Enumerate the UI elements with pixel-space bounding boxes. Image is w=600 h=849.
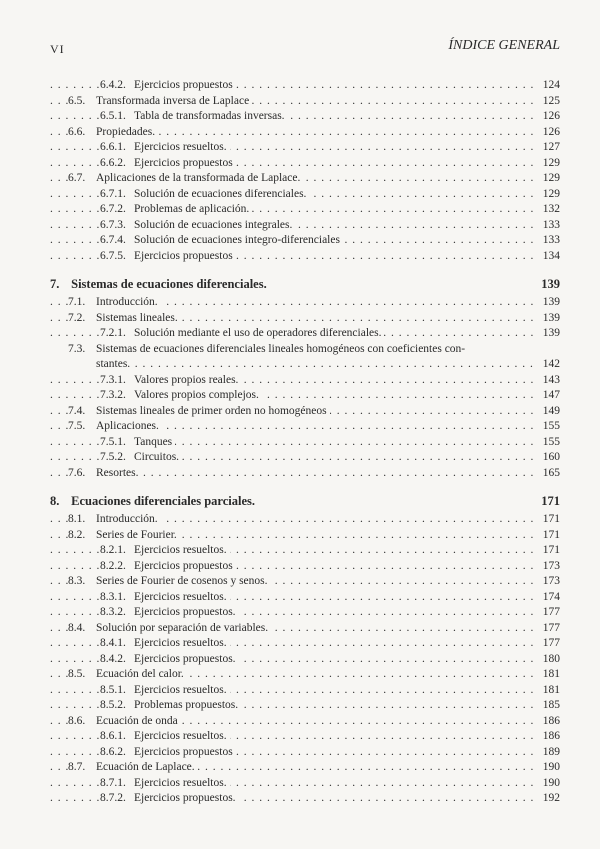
entry-title: Ejercicios resueltos. [134,544,227,556]
chapter-7-heading [50,276,560,293]
toc-entry [50,202,560,218]
entry-number: 6.6.2. [100,156,126,169]
chapter-title: Sistemas de ecuaciones diferenciales. [71,277,267,291]
entry-title: Propiedades. [96,125,156,138]
toc-entry [50,667,560,683]
entry-number: 7.3. [68,342,86,355]
entry-page: 171 [542,544,560,556]
entry-number: 8.7.1. [100,776,126,789]
entry-number: 8.2. [68,528,86,541]
entry-title: Solución de ecuaciones integrales. [134,218,293,231]
entry-title: Ejercicios propuestos [134,156,233,169]
entry-page: 147 [542,389,560,401]
entry-title: Circuitos. [134,451,180,463]
toc-entry [50,574,560,590]
toc-section-7a [50,295,560,342]
entry-page: 129 [542,156,560,169]
entry-page: 129 [542,172,560,184]
entry-number: 6.7.1. [100,187,126,200]
entry-title: Ejercicios propuestos. [134,606,236,618]
toc-entry [50,295,560,311]
entry-page: 181 [542,683,560,696]
entry-number: 6.6. [68,125,86,138]
entry-title: Tanques [134,435,173,448]
table-of-contents [50,78,560,807]
entry-title: Ejercicios propuestos. [134,792,236,804]
entry-page: 177 [542,606,560,618]
entry-number: 6.4.2. [100,79,126,91]
entry-title: Solución mediante el uso de operadores diferenciales. [134,327,382,339]
entry-page: 185 [542,699,560,711]
toc-entry [50,311,560,327]
entry-page: 181 [542,668,560,680]
entry-title: Series de Fourier de cosenos y senos. [96,575,268,587]
page-header [50,38,560,58]
entry-page: 134 [542,249,560,262]
entry-title: Ecuación de Laplace. [96,761,195,773]
entry-title: Valores propios reales. [134,373,239,386]
entry-title: Sistemas lineales. [96,311,178,324]
toc-section-7b [50,373,560,482]
entry-title: Resortes. [96,466,139,479]
entry-page: 155 [542,420,560,432]
entry-page: 155 [542,435,560,448]
toc-entry [50,404,560,420]
entry-title: Ejercicios propuestos [134,79,233,91]
entry-page: 132 [542,203,560,215]
entry-title: Ejercicios propuestos [134,249,233,262]
toc-entry [50,543,560,559]
toc-entry [50,698,560,714]
toc-entry [50,171,560,187]
entry-page: 124 [542,79,560,91]
entry-title: Ejercicios resueltos. [134,683,227,696]
entry-title: Ejercicios propuestos [134,745,233,758]
entry-page: 165 [542,466,560,479]
entry-title-line1: Sistemas de ecuaciones diferenciales lineales homogéneos con coeficientes con- [96,342,466,355]
toc-entry [50,590,560,606]
entry-title: Aplicaciones de la transformada de Laplace. [96,172,301,184]
entry-title: Ejercicios propuestos. [134,652,236,665]
entry-page: 160 [542,451,560,463]
entry-title: Aplicaciones. [96,420,159,432]
entry-page: 129 [542,187,560,200]
entry-title: Solución por separación de variables. [96,621,269,634]
entry-number: 8.3. [68,575,86,587]
toc-entry [50,435,560,451]
entry-number: 6.6.1. [100,141,126,153]
entry-title: Introducción. [96,513,158,525]
entry-title: Transformada inversa de Laplace [96,94,250,107]
toc-entry [50,450,560,466]
entry-page: 192 [542,792,560,804]
entry-number: 6.7. [68,172,86,184]
toc-entry [50,729,560,745]
toc-entry [50,745,560,761]
entry-title: Solución de ecuaciones diferenciales. [134,187,307,200]
entry-page: 142 [542,358,560,370]
entry-page: 177 [542,621,560,634]
toc-entry [50,233,560,249]
entry-page: 133 [542,234,560,246]
entry-number: 6.5. [68,94,86,107]
entry-title: Problemas de aplicación. [134,203,250,215]
entry-page: 125 [542,94,560,107]
toc-section-8 [50,512,560,807]
entry-title: Ecuación de onda [96,714,178,727]
entry-number: 8.3.2. [100,606,126,618]
entry-number: 6.7.4. [100,234,126,246]
entry-page: 149 [542,404,560,417]
entry-title: Ejercicios propuestos [134,559,233,572]
page-number: VI [50,42,65,56]
toc-entry [50,373,560,389]
toc-entry [50,249,560,265]
entry-number: 7.3.2. [100,389,126,401]
entry-number: 8.4. [68,621,86,634]
entry-page: 180 [542,652,560,665]
entry-number: 8.6.1. [100,730,126,742]
entry-number: 7.5. [68,420,86,432]
entry-page: 186 [542,730,560,742]
entry-title: Ejercicios resueltos. [134,730,227,742]
toc-entry [50,791,560,807]
entry-page: 177 [542,637,560,649]
chapter-number: 7. [50,277,60,291]
entry-number: 8.3.1. [100,590,126,603]
entry-number: 8.5.2. [100,699,126,711]
entry-page: 133 [542,218,560,231]
toc-entry [50,683,560,699]
entry-title: Ejercicios resueltos. [134,637,227,649]
chapter-8-heading [50,493,560,510]
toc-entry [50,776,560,792]
entry-page: 171 [542,513,560,525]
entry-page: 174 [542,590,560,603]
entry-title: Valores propios complejos. [134,389,259,401]
entry-title: Ecuación del calor. [96,668,184,680]
entry-title: Series de Fourier. [96,528,177,541]
entry-title: Solución de ecuaciones integro-diferenciales [134,234,340,246]
toc-entry [50,512,560,528]
chapter-page: 139 [541,277,560,291]
entry-number: 7.2.1. [100,327,126,339]
entry-title: Ejercicios resueltos. [134,141,227,153]
entry-page: 126 [542,125,560,138]
entry-page: 127 [542,141,560,153]
entry-number: 7.5.1. [100,435,126,448]
entry-number: 8.5.1. [100,683,126,696]
entry-page: 126 [542,110,560,122]
toc-section-6 [50,78,560,264]
entry-number: 8.7. [68,761,86,773]
entry-number: 8.2.1. [100,544,126,556]
entry-number: 6.7.2. [100,203,126,215]
entry-number: 6.7.5. [100,249,126,262]
entry-title: Sistemas lineales de primer orden no homogéneos [96,404,327,417]
entry-number: 8.6. [68,714,86,727]
entry-page: 189 [542,745,560,758]
entry-title: Ejercicios resueltos. [134,776,227,789]
entry-number: 8.6.2. [100,745,126,758]
entry-number: 6.5.1. [100,110,126,122]
toc-entry [50,94,560,110]
toc-entry [50,621,560,637]
toc-entry [50,187,560,203]
entry-number: 8.7.2. [100,792,126,804]
entry-number: 7.4. [68,404,86,417]
toc-entry [50,326,560,342]
toc-entry [50,605,560,621]
entry-title: Introducción. [96,296,158,308]
entry-page: 171 [542,528,560,541]
entry-page: 173 [542,559,560,572]
entry-number: 8.2.2. [100,559,126,572]
entry-page: 143 [542,373,560,386]
toc-entry [50,156,560,172]
toc-entry [50,419,560,435]
entry-title: Tabla de transformadas inversas. [134,110,285,122]
toc-entry [50,218,560,234]
chapter-number: 8. [50,494,60,508]
entry-page: 173 [542,575,560,587]
toc-entry [50,559,560,575]
entry-number: 7.5.2. [100,451,126,463]
entry-title: Ejercicios resueltos. [134,590,227,603]
toc-entry [50,760,560,776]
toc-entry [50,636,560,652]
entry-number: 8.4.1. [100,637,126,649]
toc-entry [50,714,560,730]
running-title: ÍNDICE GENERAL [448,38,560,53]
toc-entry [50,109,560,125]
toc-entry [50,140,560,156]
entry-page: 139 [542,327,560,339]
toc-entry [50,78,560,94]
entry-page: 139 [542,296,560,308]
entry-page: 190 [542,761,560,773]
toc-entry [50,652,560,668]
entry-title-line2: stantes. [96,358,133,370]
entry-page: 190 [542,776,560,789]
chapter-title: Ecuaciones diferenciales parciales. [71,494,256,508]
toc-entry [50,125,560,141]
toc-entry-7-3 [50,342,560,373]
chapter-page: 171 [541,494,560,508]
entry-title: Problemas propuestos. [134,699,239,711]
entry-page: 186 [542,714,560,727]
entry-number: 7.2. [68,311,86,324]
entry-page: 139 [542,311,560,324]
entry-number: 7.1. [68,296,86,308]
entry-number: 8.5. [68,668,86,680]
entry-number: 7.6. [68,466,86,479]
entry-number: 7.3.1. [100,373,126,386]
toc-entry [50,466,560,482]
entry-number: 8.4.2. [100,652,126,665]
toc-entry [50,528,560,544]
entry-number: 6.7.3. [100,218,126,231]
entry-number: 8.1. [68,513,86,525]
toc-entry [50,388,560,404]
